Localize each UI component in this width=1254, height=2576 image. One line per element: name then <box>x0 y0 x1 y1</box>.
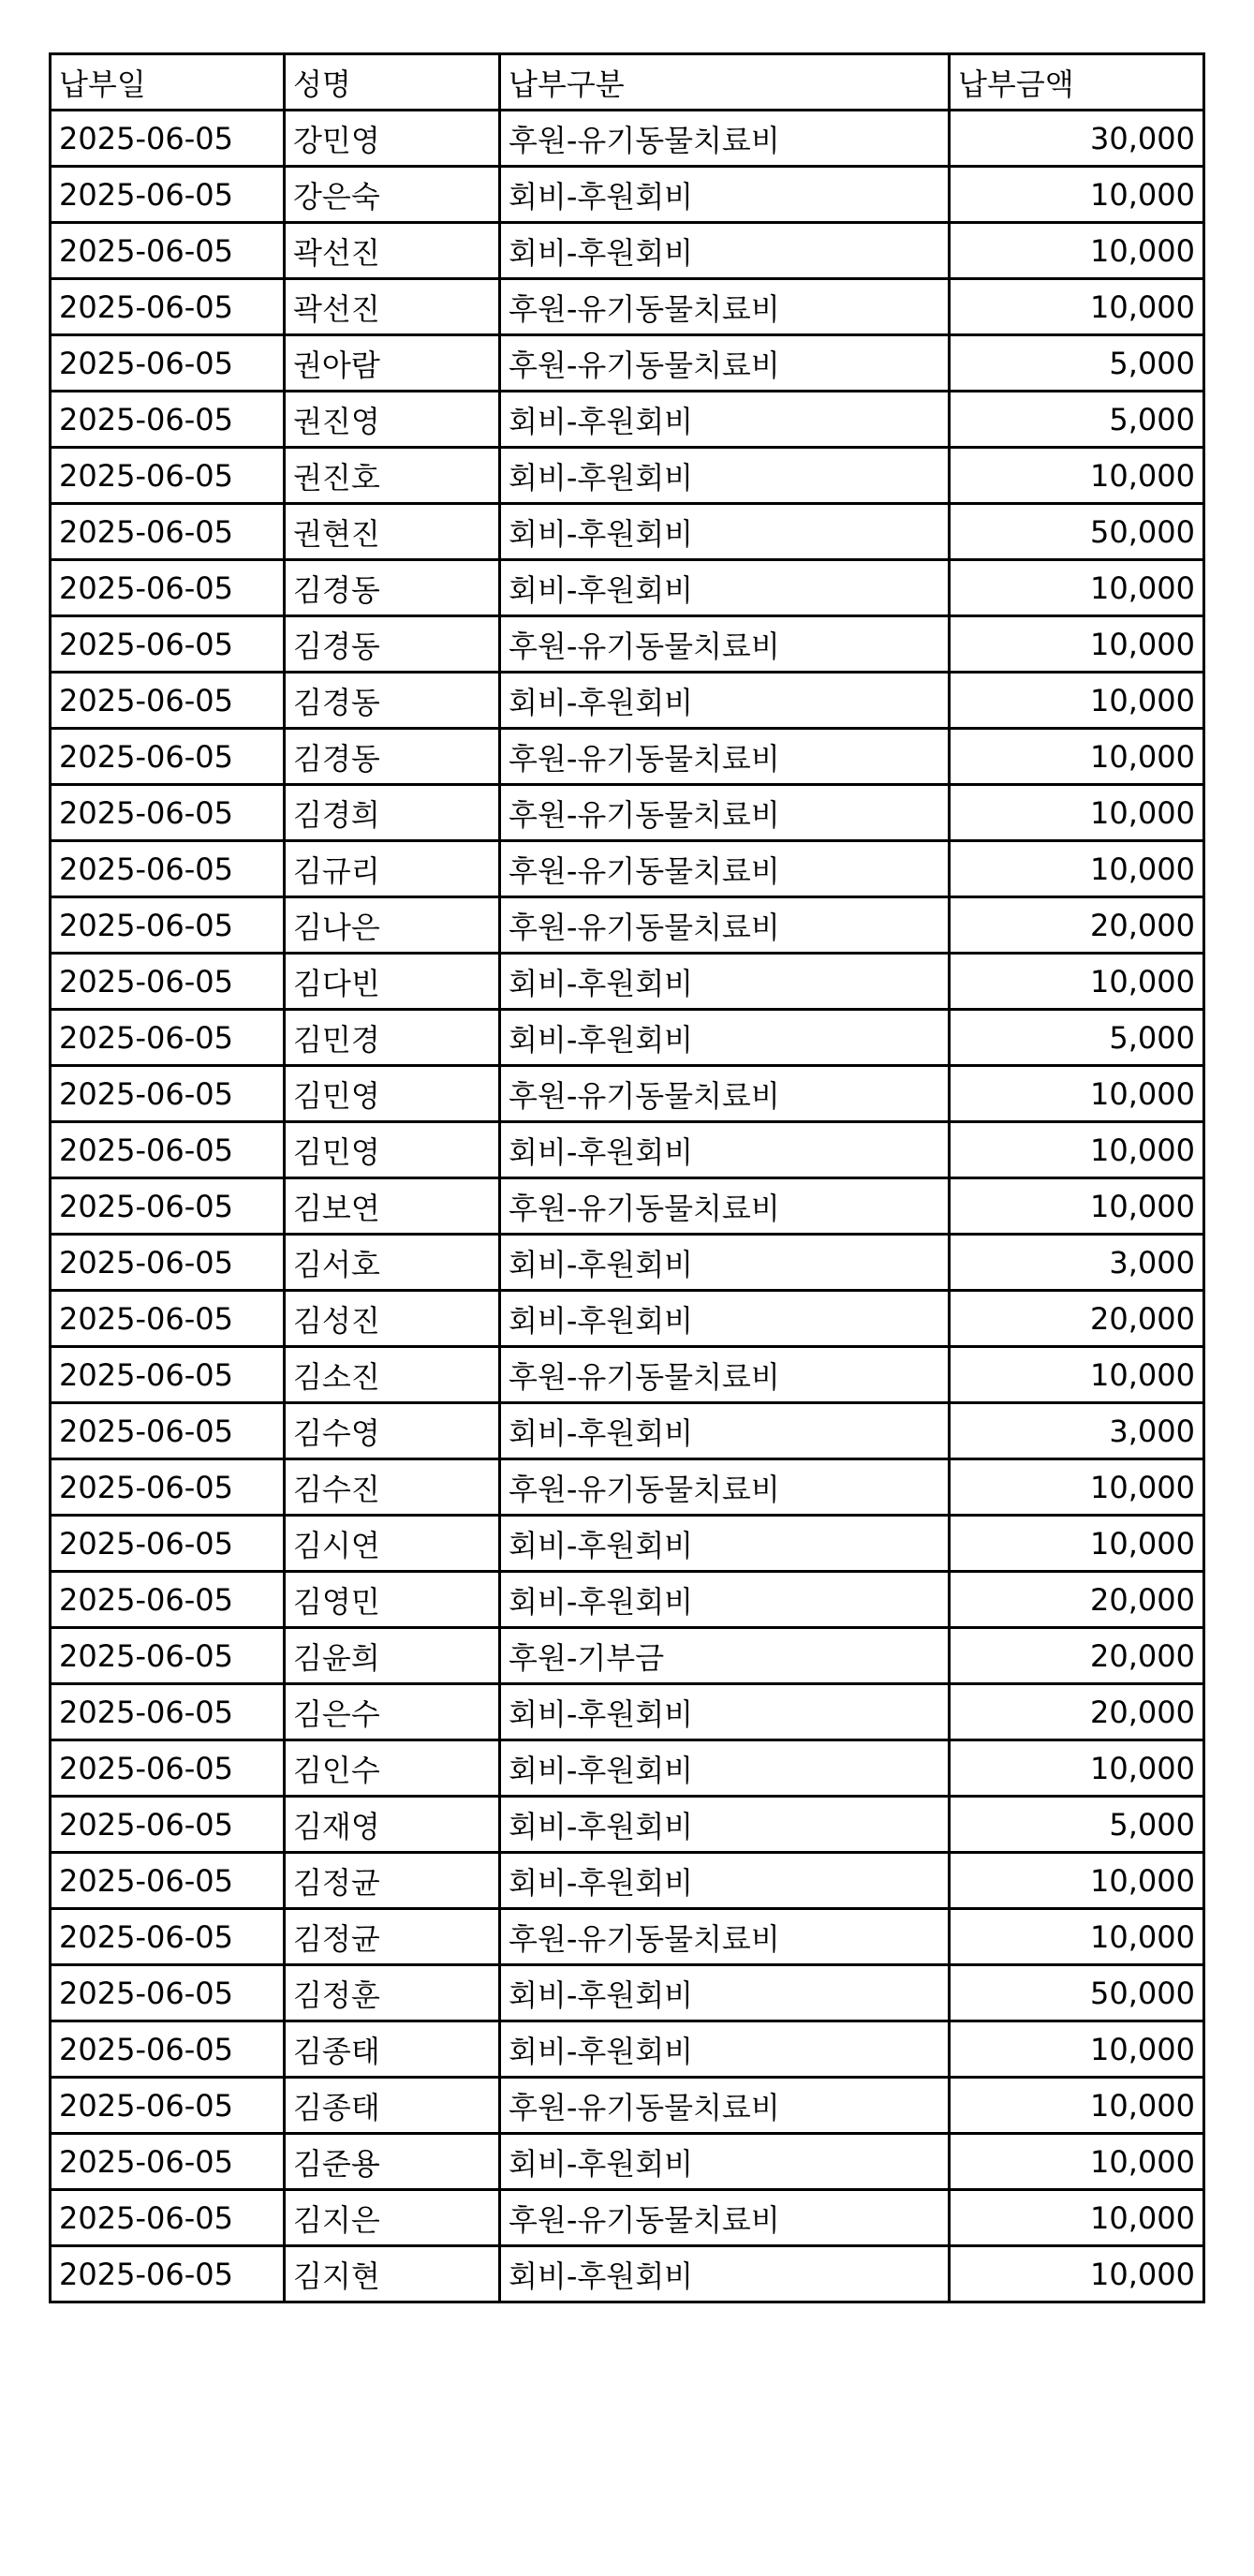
payment-type-cell: 후원-유기동물치료비 <box>500 2078 950 2134</box>
name-cell: 곽선진 <box>285 279 500 335</box>
payment-type-cell: 후원-유기동물치료비 <box>500 1066 950 1122</box>
payment-type-cell: 회비-후원회비 <box>500 1740 950 1797</box>
payment-type-cell: 회비-후원회비 <box>500 223 950 279</box>
payment-type-cell: 회비-후원회비 <box>500 2021 950 2078</box>
name-cell: 김정균 <box>285 1853 500 1909</box>
payment-type-cell: 후원-유기동물치료비 <box>500 111 950 167</box>
payment-date-cell: 2025-06-05 <box>51 729 285 785</box>
payment-amount-cell: 10,000 <box>950 1178 1204 1235</box>
payment-type-cell: 회비-후원회비 <box>500 1797 950 1853</box>
header-name: 성명 <box>285 54 500 111</box>
header-payment-type: 납부구분 <box>500 54 950 111</box>
payment-type-cell: 회비-후원회비 <box>500 1684 950 1740</box>
table-row <box>51 335 1204 392</box>
table-row <box>51 1628 1204 1684</box>
payment-date-cell: 2025-06-05 <box>51 335 285 392</box>
name-cell: 김서호 <box>285 1235 500 1291</box>
payment-date-cell: 2025-06-05 <box>51 841 285 897</box>
table-row <box>51 2246 1204 2302</box>
payment-amount-cell: 10,000 <box>950 616 1204 673</box>
payment-type-cell: 회비-후원회비 <box>500 1516 950 1572</box>
name-cell: 김영민 <box>285 1572 500 1628</box>
payment-amount-cell: 20,000 <box>950 897 1204 954</box>
payment-amount-cell: 20,000 <box>950 1572 1204 1628</box>
payment-type-cell: 후원-유기동물치료비 <box>500 2190 950 2246</box>
payment-type-cell: 후원-유기동물치료비 <box>500 729 950 785</box>
name-cell: 김지현 <box>285 2246 500 2302</box>
name-cell: 김정균 <box>285 1909 500 1965</box>
name-cell: 강은숙 <box>285 167 500 223</box>
payment-type-cell: 후원-유기동물치료비 <box>500 616 950 673</box>
name-cell: 김종태 <box>285 2021 500 2078</box>
table-row <box>51 1010 1204 1066</box>
payment-date-cell: 2025-06-05 <box>51 2021 285 2078</box>
payment-date-cell: 2025-06-05 <box>51 1740 285 1797</box>
name-cell: 김수진 <box>285 1459 500 1516</box>
name-cell: 김종태 <box>285 2078 500 2134</box>
payment-amount-cell: 10,000 <box>950 1347 1204 1403</box>
payment-date-cell: 2025-06-05 <box>51 392 285 448</box>
payment-date-cell: 2025-06-05 <box>51 897 285 954</box>
table-row <box>51 111 1204 167</box>
payment-type-cell: 후원-기부금 <box>500 1628 950 1684</box>
payment-amount-cell: 10,000 <box>950 1909 1204 1965</box>
table-row <box>51 167 1204 223</box>
name-cell: 김다빈 <box>285 954 500 1010</box>
payment-amount-cell: 3,000 <box>950 1235 1204 1291</box>
payment-date-cell: 2025-06-05 <box>51 111 285 167</box>
payment-date-cell: 2025-06-05 <box>51 448 285 504</box>
payment-date-cell: 2025-06-05 <box>51 504 285 560</box>
payment-type-cell: 후원-유기동물치료비 <box>500 897 950 954</box>
payment-amount-cell: 10,000 <box>950 729 1204 785</box>
payment-type-cell: 회비-후원회비 <box>500 2134 950 2190</box>
payment-type-cell: 후원-유기동물치료비 <box>500 841 950 897</box>
payment-date-cell: 2025-06-05 <box>51 1122 285 1178</box>
payment-amount-cell: 10,000 <box>950 2246 1204 2302</box>
table-row <box>51 1909 1204 1965</box>
name-cell: 곽선진 <box>285 223 500 279</box>
payment-date-cell: 2025-06-05 <box>51 1010 285 1066</box>
payment-type-cell: 후원-유기동물치료비 <box>500 1909 950 1965</box>
table-row <box>51 1178 1204 1235</box>
payment-amount-cell: 5,000 <box>950 392 1204 448</box>
payment-amount-cell: 10,000 <box>950 1516 1204 1572</box>
payment-type-cell: 회비-후원회비 <box>500 954 950 1010</box>
payment-amount-cell: 10,000 <box>950 1740 1204 1797</box>
payment-amount-cell: 10,000 <box>950 560 1204 616</box>
payment-amount-cell: 10,000 <box>950 167 1204 223</box>
name-cell: 김보연 <box>285 1178 500 1235</box>
payment-type-cell: 후원-유기동물치료비 <box>500 335 950 392</box>
table-row <box>51 1403 1204 1459</box>
name-cell: 김민경 <box>285 1010 500 1066</box>
name-cell: 권진호 <box>285 448 500 504</box>
payment-amount-cell: 50,000 <box>950 504 1204 560</box>
payment-amount-cell: 10,000 <box>950 2021 1204 2078</box>
payment-date-cell: 2025-06-05 <box>51 223 285 279</box>
payment-amount-cell: 10,000 <box>950 448 1204 504</box>
payment-amount-cell: 10,000 <box>950 785 1204 841</box>
payment-type-cell: 후원-유기동물치료비 <box>500 1178 950 1235</box>
payment-date-cell: 2025-06-05 <box>51 1516 285 1572</box>
name-cell: 김지은 <box>285 2190 500 2246</box>
payment-amount-cell: 30,000 <box>950 111 1204 167</box>
table-row <box>51 2078 1204 2134</box>
payment-date-cell: 2025-06-05 <box>51 2190 285 2246</box>
payment-amount-cell: 50,000 <box>950 1965 1204 2021</box>
payment-amount-cell: 10,000 <box>950 1122 1204 1178</box>
payment-amount-cell: 10,000 <box>950 841 1204 897</box>
table-row <box>51 673 1204 729</box>
payment-amount-cell: 5,000 <box>950 1797 1204 1853</box>
table-row <box>51 841 1204 897</box>
payment-date-cell: 2025-06-05 <box>51 1403 285 1459</box>
name-cell: 권아람 <box>285 335 500 392</box>
payment-type-cell: 회비-후원회비 <box>500 2246 950 2302</box>
payment-amount-cell: 10,000 <box>950 279 1204 335</box>
name-cell: 권현진 <box>285 504 500 560</box>
table-row <box>51 1347 1204 1403</box>
table-row <box>51 1235 1204 1291</box>
payment-type-cell: 회비-후원회비 <box>500 1965 950 2021</box>
name-cell: 김수영 <box>285 1403 500 1459</box>
payment-type-cell: 후원-유기동물치료비 <box>500 785 950 841</box>
table-row <box>51 223 1204 279</box>
payment-type-cell: 후원-유기동물치료비 <box>500 1459 950 1516</box>
name-cell: 김경동 <box>285 729 500 785</box>
table-row <box>51 729 1204 785</box>
payment-amount-cell: 20,000 <box>950 1291 1204 1347</box>
payment-date-cell: 2025-06-05 <box>51 1178 285 1235</box>
payment-type-cell: 회비-후원회비 <box>500 1010 950 1066</box>
payment-date-cell: 2025-06-05 <box>51 785 285 841</box>
payment-type-cell: 회비-후원회비 <box>500 504 950 560</box>
payment-amount-cell: 10,000 <box>950 2190 1204 2246</box>
name-cell: 김준용 <box>285 2134 500 2190</box>
name-cell: 김성진 <box>285 1291 500 1347</box>
payment-date-cell: 2025-06-05 <box>51 560 285 616</box>
payment-amount-cell: 10,000 <box>950 1066 1204 1122</box>
name-cell: 김민영 <box>285 1122 500 1178</box>
table-row <box>51 897 1204 954</box>
name-cell: 김경동 <box>285 616 500 673</box>
table-row <box>51 1684 1204 1740</box>
payment-amount-cell: 20,000 <box>950 1684 1204 1740</box>
payment-date-cell: 2025-06-05 <box>51 1291 285 1347</box>
payment-type-cell: 회비-후원회비 <box>500 673 950 729</box>
name-cell: 김재영 <box>285 1797 500 1853</box>
table-row <box>51 2134 1204 2190</box>
payment-table <box>49 52 1205 2303</box>
payment-amount-cell: 10,000 <box>950 1853 1204 1909</box>
table-row <box>51 1459 1204 1516</box>
payment-amount-cell: 5,000 <box>950 335 1204 392</box>
payment-type-cell: 회비-후원회비 <box>500 1291 950 1347</box>
header-row <box>51 54 1204 111</box>
payment-date-cell: 2025-06-05 <box>51 1235 285 1291</box>
payment-date-cell: 2025-06-05 <box>51 2078 285 2134</box>
payment-amount-cell: 5,000 <box>950 1010 1204 1066</box>
payment-amount-cell: 10,000 <box>950 2078 1204 2134</box>
table-row <box>51 504 1204 560</box>
payment-amount-cell: 10,000 <box>950 954 1204 1010</box>
table-row <box>51 279 1204 335</box>
name-cell: 김나은 <box>285 897 500 954</box>
table-row <box>51 1516 1204 1572</box>
payment-date-cell: 2025-06-05 <box>51 167 285 223</box>
payment-date-cell: 2025-06-05 <box>51 1853 285 1909</box>
name-cell: 김윤희 <box>285 1628 500 1684</box>
payment-amount-cell: 10,000 <box>950 673 1204 729</box>
payment-date-cell: 2025-06-05 <box>51 954 285 1010</box>
payment-amount-cell: 10,000 <box>950 1459 1204 1516</box>
name-cell: 김경동 <box>285 673 500 729</box>
payment-date-cell: 2025-06-05 <box>51 1628 285 1684</box>
table-row <box>51 1797 1204 1853</box>
payment-amount-cell: 10,000 <box>950 223 1204 279</box>
name-cell: 김민영 <box>285 1066 500 1122</box>
payment-date-cell: 2025-06-05 <box>51 673 285 729</box>
name-cell: 김은수 <box>285 1684 500 1740</box>
payment-type-cell: 후원-유기동물치료비 <box>500 1347 950 1403</box>
table-row <box>51 1853 1204 1909</box>
payment-date-cell: 2025-06-05 <box>51 2246 285 2302</box>
table-row <box>51 1572 1204 1628</box>
name-cell: 강민영 <box>285 111 500 167</box>
payment-type-cell: 후원-유기동물치료비 <box>500 279 950 335</box>
table-row <box>51 2021 1204 2078</box>
payment-amount-cell: 3,000 <box>950 1403 1204 1459</box>
payment-date-cell: 2025-06-05 <box>51 1066 285 1122</box>
table-row <box>51 448 1204 504</box>
payment-type-cell: 회비-후원회비 <box>500 1403 950 1459</box>
header-payment-amount: 납부금액 <box>950 54 1204 111</box>
name-cell: 김인수 <box>285 1740 500 1797</box>
payment-date-cell: 2025-06-05 <box>51 2134 285 2190</box>
name-cell: 권진영 <box>285 392 500 448</box>
payment-date-cell: 2025-06-05 <box>51 279 285 335</box>
name-cell: 김경희 <box>285 785 500 841</box>
table-row <box>51 560 1204 616</box>
table-body <box>51 111 1204 2302</box>
table-row <box>51 1122 1204 1178</box>
payment-type-cell: 회비-후원회비 <box>500 560 950 616</box>
payment-type-cell: 회비-후원회비 <box>500 448 950 504</box>
name-cell: 김시연 <box>285 1516 500 1572</box>
table-row <box>51 954 1204 1010</box>
payment-type-cell: 회비-후원회비 <box>500 1572 950 1628</box>
payment-type-cell: 회비-후원회비 <box>500 1122 950 1178</box>
table-row <box>51 1066 1204 1122</box>
payment-date-cell: 2025-06-05 <box>51 1909 285 1965</box>
payment-date-cell: 2025-06-05 <box>51 1797 285 1853</box>
payment-date-cell: 2025-06-05 <box>51 1347 285 1403</box>
payment-date-cell: 2025-06-05 <box>51 1684 285 1740</box>
table-row <box>51 2190 1204 2246</box>
payment-date-cell: 2025-06-05 <box>51 1965 285 2021</box>
table-row <box>51 616 1204 673</box>
table-row <box>51 1291 1204 1347</box>
name-cell: 김경동 <box>285 560 500 616</box>
name-cell: 김정훈 <box>285 1965 500 2021</box>
name-cell: 김규리 <box>285 841 500 897</box>
payment-type-cell: 회비-후원회비 <box>500 1235 950 1291</box>
table-header <box>51 54 1204 111</box>
payment-type-cell: 회비-후원회비 <box>500 392 950 448</box>
payment-date-cell: 2025-06-05 <box>51 1459 285 1516</box>
table-row <box>51 1965 1204 2021</box>
table-row <box>51 1740 1204 1797</box>
payment-amount-cell: 10,000 <box>950 2134 1204 2190</box>
payment-date-cell: 2025-06-05 <box>51 616 285 673</box>
header-payment-date: 납부일 <box>51 54 285 111</box>
name-cell: 김소진 <box>285 1347 500 1403</box>
table-row <box>51 392 1204 448</box>
table-row <box>51 785 1204 841</box>
payment-date-cell: 2025-06-05 <box>51 1572 285 1628</box>
payment-type-cell: 회비-후원회비 <box>500 167 950 223</box>
payment-type-cell: 회비-후원회비 <box>500 1853 950 1909</box>
payment-amount-cell: 20,000 <box>950 1628 1204 1684</box>
